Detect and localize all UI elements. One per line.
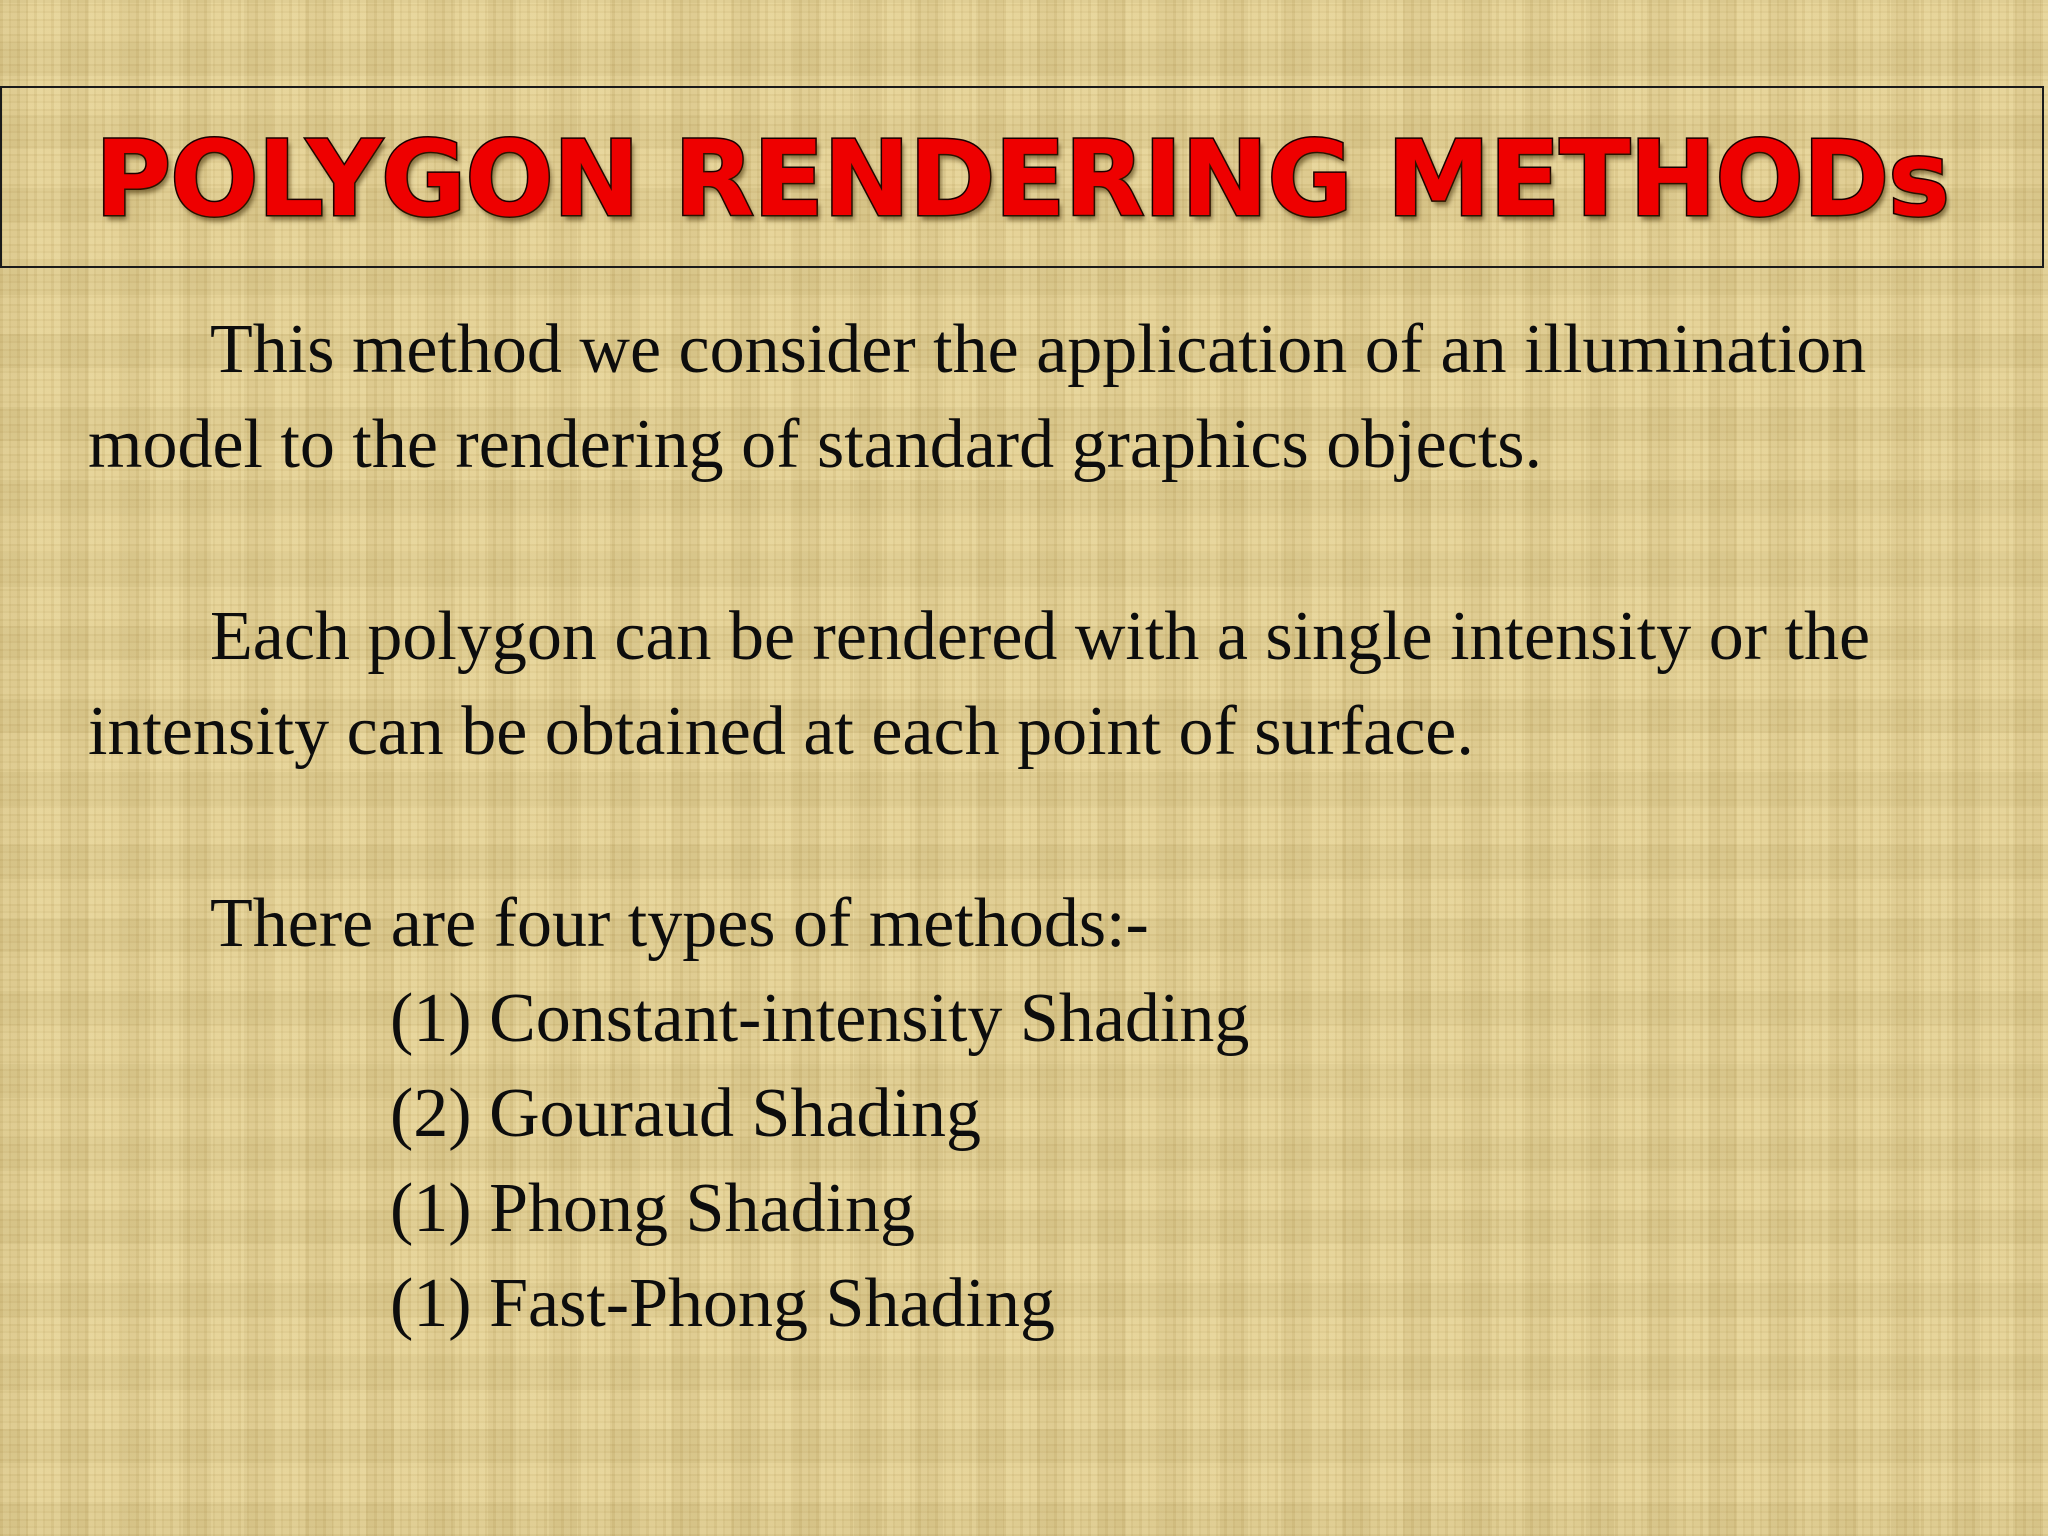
- method-item-gouraud: (2) Gouraud Shading: [390, 1075, 982, 1152]
- slide-title: POLYGON RENDERING METHODs: [94, 118, 1950, 240]
- title-box: [0, 86, 2044, 268]
- method-item-fast-phong: (1) Fast-Phong Shading: [390, 1265, 1055, 1342]
- paragraph-polygon-intensity: Each polygon can be rendered with a single intensity or the intensity can be obtained at each point of surface.: [88, 598, 1871, 770]
- paragraph-illumination-model: This method we consider the application of an illumination model to the rendering of standard graphics objects.: [88, 311, 1867, 483]
- method-item-constant-intensity: (1) Constant-intensity Shading: [390, 980, 1250, 1057]
- methods-list: [88, 971, 2008, 1351]
- method-item-phong: (1) Phong Shading: [390, 1170, 915, 1247]
- slide-body: [88, 302, 2008, 1351]
- methods-intro: There are four types of methods:-: [210, 885, 1149, 962]
